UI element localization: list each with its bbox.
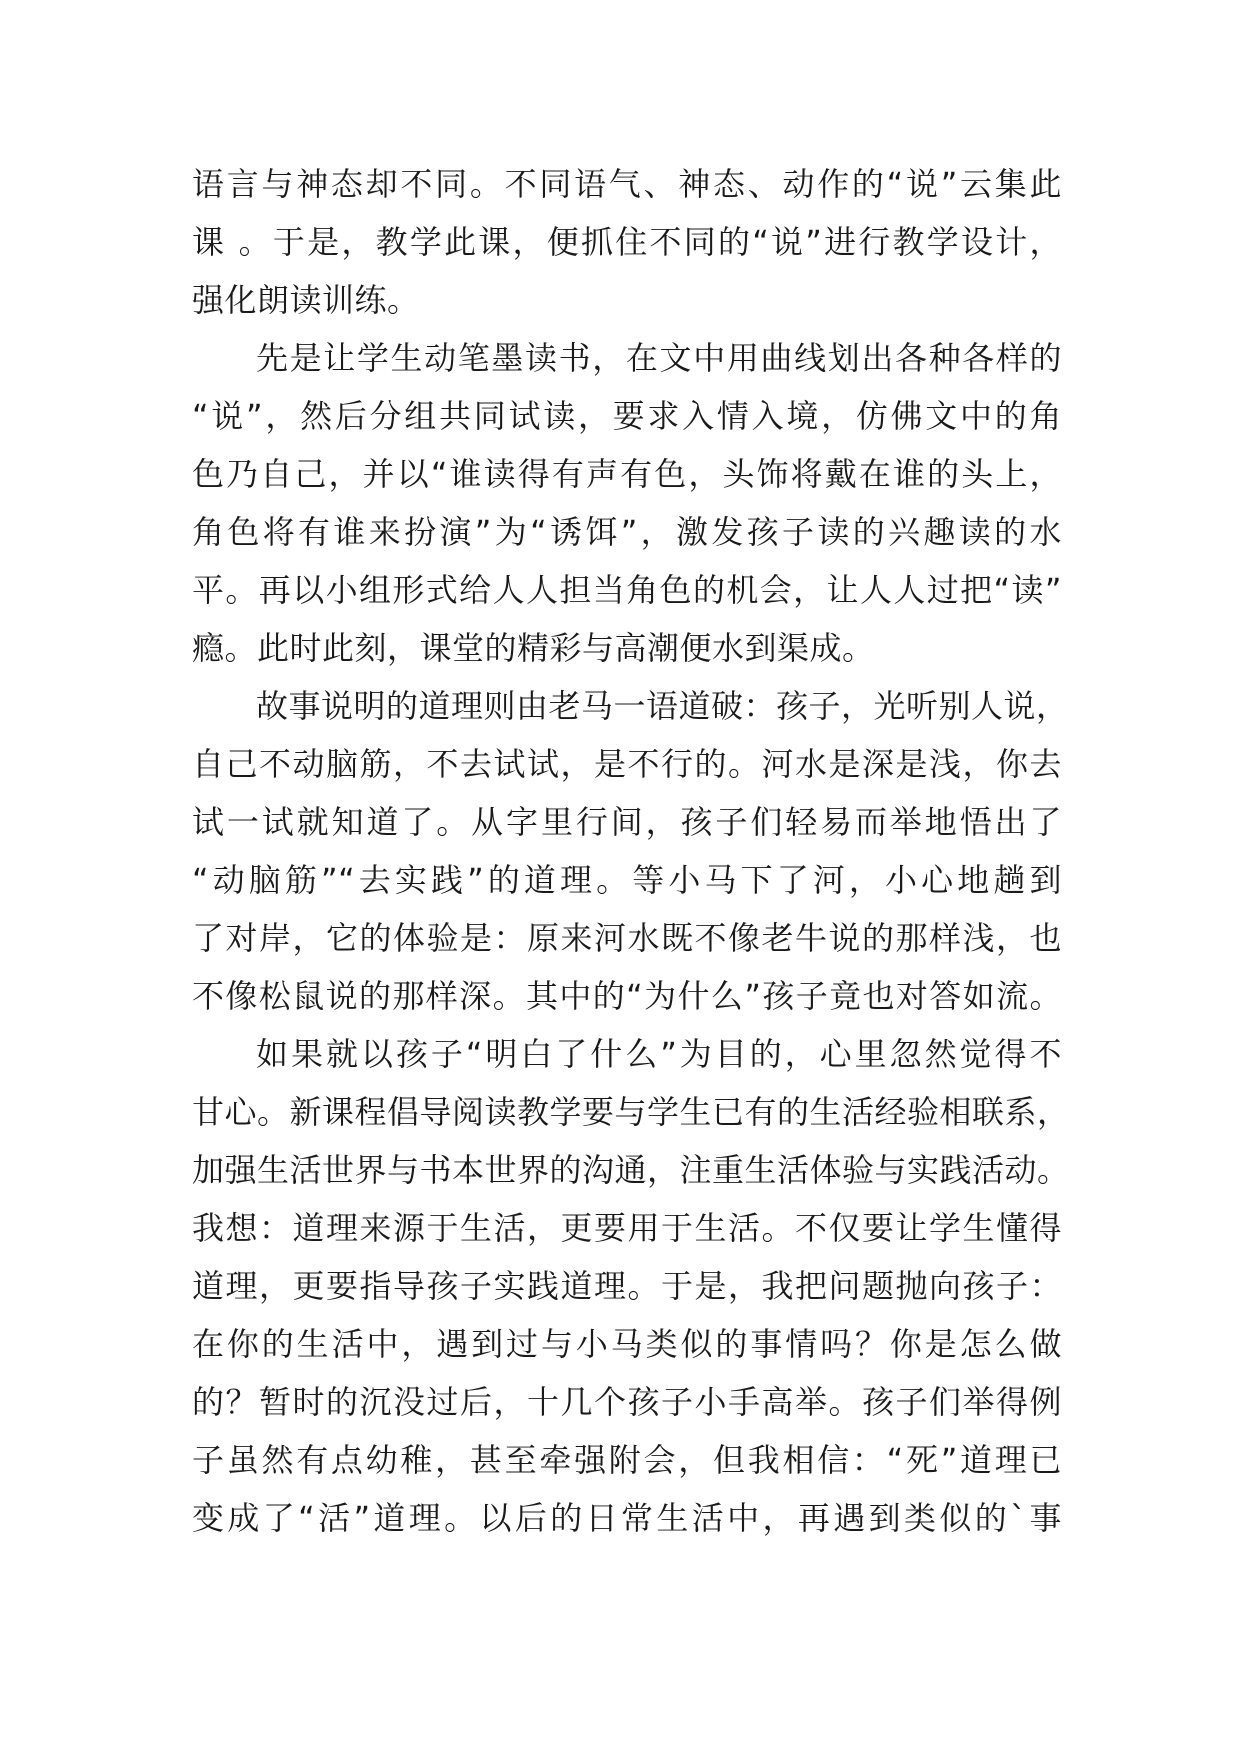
- text-line: 的？暂时的沉没过后，十几个孩子小手高举。孩子们举得例: [192, 1383, 1062, 1421]
- text-line: 语言与神态却不同。不同语气、神态、动作的“说”云集此: [192, 165, 1062, 203]
- text-line: 加强生活世界与书本世界的沟通，注重生活体验与实践活动。: [192, 1151, 1070, 1189]
- text-line: 瘾。此时此刻，课堂的精彩与高潮便水到渠成。: [192, 629, 875, 667]
- text-line: “说”，然后分组共同试读，要求入情入境，仿佛文中的角: [192, 397, 1062, 435]
- text-line: 自己不动脑筋，不去试试，是不行的。河水是深是浅，你去: [192, 745, 1062, 783]
- text-line: 在你的生活中，遇到过与小马类似的事情吗？你是怎么做: [192, 1325, 1062, 1363]
- text-line: 故事说明的道理则由老马一语道破：孩子，光听别人说，: [256, 687, 1069, 725]
- text-line: 不像松鼠说的那样深。其中的“为什么”孩子竟也对答如流。: [192, 977, 1062, 1015]
- text-line: 我想：道理来源于生活，更要用于生活。不仅要让学生懂得: [192, 1209, 1062, 1247]
- text-line: 角色将有谁来扮演”为“诱饵”，激发孩子读的兴趣读的水: [192, 513, 1062, 551]
- text-line: 子虽然有点幼稚，甚至牵强附会，但我相信：“死”道理已: [192, 1441, 1062, 1479]
- text-line: 强化朗读训练。: [192, 281, 420, 319]
- text-line: 如果就以孩子“明白了什么”为目的，心里忽然觉得不: [256, 1035, 1062, 1073]
- text-line: 变成了“活”道理。以后的日常生活中，再遇到类似的`事: [192, 1499, 1062, 1537]
- body-text: [192, 155, 1070, 1547]
- text-line: 道理，更要指导孩子实践道理。于是，我把问题抛向孩子：: [192, 1267, 1062, 1305]
- text-line: “动脑筋”“去实践”的道理。等小马下了河，小心地趟到: [192, 861, 1062, 899]
- text-line: 甘心。新课程倡导阅读教学要与学生已有的生活经验相联系，: [192, 1093, 1070, 1131]
- text-line: 平。再以小组形式给人人担当角色的机会，让人人过把“读”: [192, 571, 1062, 609]
- text-line: 色乃自己，并以“谁读得有声有色，头饰将戴在谁的头上，: [192, 455, 1062, 493]
- text-line: 了对岸，它的体验是：原来河水既不像老牛说的那样浅，也: [192, 919, 1062, 957]
- text-line: 试一试就知道了。从字里行间，孩子们轻易而举地悟出了: [192, 803, 1062, 841]
- text-line: 课 。于是，教学此课，便抓住不同的“说”进行教学设计，: [192, 223, 1062, 261]
- text-line: 先是让学生动笔墨读书，在文中用曲线划出各种各样的: [256, 339, 1062, 377]
